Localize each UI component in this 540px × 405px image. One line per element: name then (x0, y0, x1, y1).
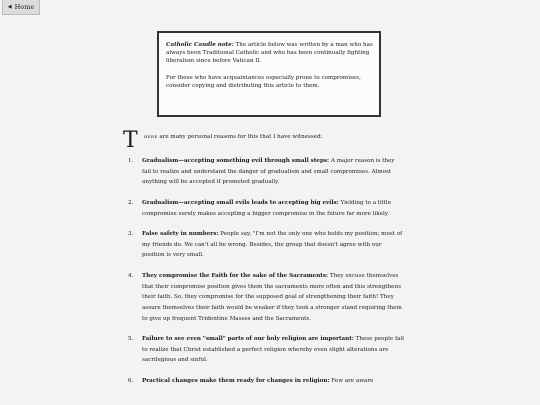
item-number: 6. (128, 378, 134, 384)
list-item (123, 271, 405, 324)
intro-rest: are many personal reasons for this that I have witnessed: (157, 134, 323, 140)
item-number: 3. (128, 231, 134, 238)
article-body (123, 128, 405, 397)
note-paragraph-2: For those who have acquaintances especially prone to compromises, consider copying and distributing this article to them. (166, 75, 361, 90)
item-heading: Gradualism—accepting something evil through small steps: (142, 158, 330, 164)
item-number: 4. (128, 273, 134, 279)
item-number: 2. (128, 199, 134, 206)
list-item (123, 156, 405, 188)
intro-text (144, 132, 323, 143)
item-heading: False safety in numbers: (142, 231, 219, 238)
note-text: The article below was written by a man who has always been Traditional Catholic and who has been continually fighting liberalism since before Vatican II. (166, 42, 373, 65)
home-button[interactable] (2, 0, 40, 15)
editor-note-box (157, 31, 381, 117)
note-label: Catholic Candle note: (166, 42, 234, 48)
item-heading: Failure to see even "small" parts of our holy religion are important: (142, 336, 354, 343)
item-heading: Gradualism—accepting small evils leads to accepting big evils: (142, 199, 339, 206)
item-heading: They compromise the Faith for the sake of the Sacraments: (142, 273, 329, 279)
note-paragraph-1 (166, 41, 373, 65)
list-item (123, 376, 405, 387)
list-item (123, 334, 405, 366)
item-heading: Practical changes make them ready for changes in religion: (142, 378, 330, 384)
left-triangle-icon: ◀ (7, 4, 12, 10)
item-body: Few are aware (329, 378, 374, 384)
reasons-list (123, 156, 405, 387)
drop-cap: T (123, 128, 138, 153)
list-item (123, 198, 405, 219)
item-number: 1. (128, 158, 134, 164)
item-body: People say, "I'm not the only one who holds my position; most of my friends do. We can't all be wrong. Besides, the group that doesn't agree with our position is very small. (142, 231, 403, 259)
home-label: Home (14, 3, 35, 11)
item-number: 5. (128, 336, 134, 343)
item-body: They excuse themselves that their compromise position gives them the sacraments more often and this strengthens their faith. So, they compromise for the supposed goal of strengthening their faith! They assure themselves their faith would be weaker if they took a stronger stand requiring them to give up frequent Tridentine Masses and the Sacraments. (142, 273, 402, 322)
list-item (123, 229, 405, 261)
intro-small-caps: here (144, 134, 158, 140)
item-body: A major reason is they fail to realize and understand the danger of gradualism and small compromises. Almost anything will be accepted if promoted gradually. (142, 158, 395, 186)
article-intro (123, 128, 405, 153)
item-body: Yielding to a little compromise surely makes accepting a bigger compromise in the future far more likely. (142, 199, 392, 217)
item-body: These people fail to realize that Christ established a perfect religion whereby even slight alterations are sacrilegious and sinful. (142, 336, 404, 364)
